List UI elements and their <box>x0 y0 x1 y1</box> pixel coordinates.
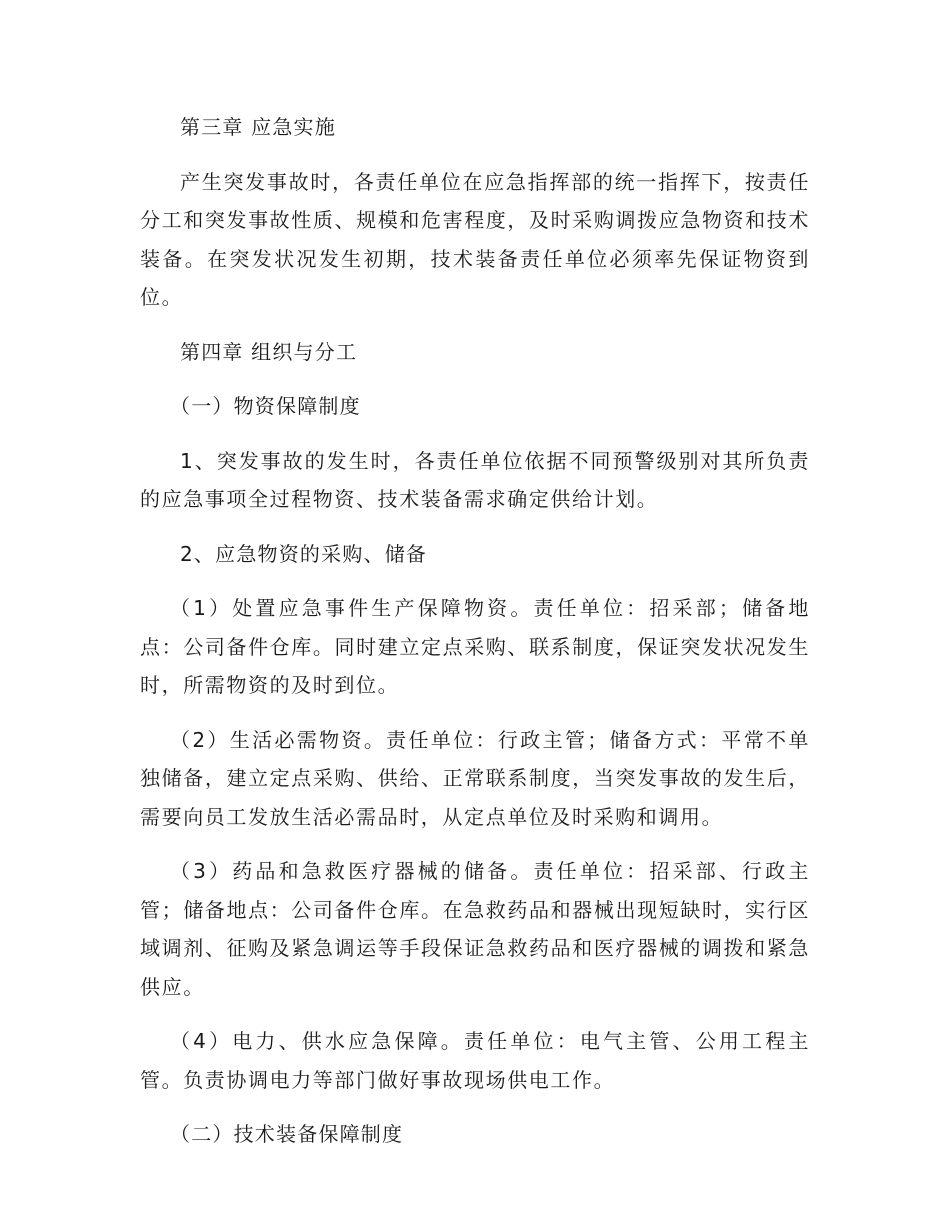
chapter-4-title: 第四章 组织与分工 <box>180 339 358 364</box>
item-2-title: 2、应急物资的采购、储备 <box>180 541 428 566</box>
section-2-title: （二）技术装备保障制度 <box>170 1122 404 1146</box>
item-2-4-paragraph: （4）电力、供水应急保障。责任单位：电气主管、公用工程主管。负责协调电力等部门做好事故现场供电工作。 <box>140 1029 810 1092</box>
item-2-1-paragraph: （1）处置应急事件生产保障物资。责任单位：招采部；储备地点：公司备件仓库。同时建立定点采购、联系制度，保证突发状况发生时，所需物资的及时到位。 <box>140 596 810 697</box>
chapter-3-paragraph: 产生突发事故时，各责任单位在应急指挥部的统一指挥下，按责任分工和突发事故性质、规模和危害程度，及时采购调拨应急物资和技术装备。在突发状况发生初期，技术装备责任单位必须率先保证物资到位。 <box>140 169 810 309</box>
document-body <box>140 108 810 1170</box>
item-2-3-paragraph: （3）药品和急救医疗器械的储备。责任单位：招采部、行政主管；储备地点：公司备件仓库。在急救药品和器械出现短缺时，实行区域调剂、征购及紧急调运等手段保证急救药品和医疗器械的调拨和紧急供应。 <box>140 859 810 999</box>
item-1-paragraph: 1、突发事故的发生时，各责任单位依据不同预警级别对其所负责的应急事项全过程物资、技术装备需求确定供给计划。 <box>140 448 810 511</box>
chapter-3-title: 第三章 应急实施 <box>180 115 336 139</box>
item-2-2-paragraph: （2）生活必需物资。责任单位：行政主管；储备方式：平常不单独储备，建立定点采购、供给、正常联系制度，当突发事故的发生后，需要向员工发放生活必需品时，从定点单位及时采购和调用。 <box>140 727 810 829</box>
section-1-title: （一）物资保障制度 <box>170 394 361 418</box>
